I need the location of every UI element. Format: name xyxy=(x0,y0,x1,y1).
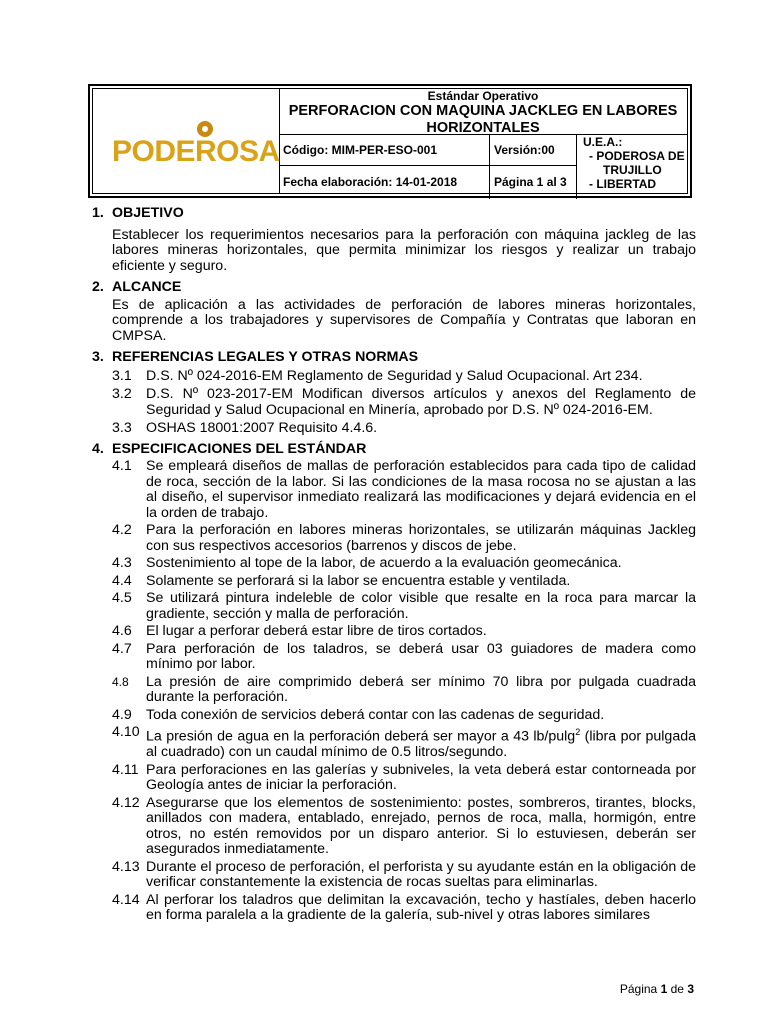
item-text: Durante el proceso de perforación, el perforista y su ayudante están en la obligación de verificar constantemente la existencia de rocas sueltas para eliminarlas. xyxy=(146,858,696,891)
logo-cell xyxy=(93,89,280,193)
item-text: Toda conexión de servicios deberá contar con las cadenas de seguridad. xyxy=(146,706,605,723)
document-header-table xyxy=(88,84,692,198)
section-title: OBJETIVO xyxy=(112,205,184,221)
list-item xyxy=(92,591,696,622)
item-number: 4.4 xyxy=(112,572,132,589)
footer-page-number: 1 xyxy=(660,982,668,996)
item-text-superscript: 2 xyxy=(575,727,581,737)
uea-label: U.E.A.: xyxy=(583,135,623,149)
list-item xyxy=(92,763,696,794)
section-number: 1. xyxy=(92,205,104,221)
document-version: Versión:00 xyxy=(490,135,577,166)
list-item xyxy=(92,725,696,761)
list-item xyxy=(92,708,696,724)
list-item xyxy=(92,893,696,924)
item-number: 4.8 xyxy=(112,674,129,689)
item-text: Sostenimiento al tope de la labor, de acuerdo a la evaluación geomecánica. xyxy=(146,555,622,571)
footer-total-pages: 3 xyxy=(687,982,694,996)
item-number: 4.13 xyxy=(112,858,140,875)
item-number: 4.1 xyxy=(112,458,132,474)
item-number: 4.3 xyxy=(112,555,132,571)
list-item xyxy=(92,675,696,706)
list-item xyxy=(92,624,696,640)
section-number: 2. xyxy=(92,279,104,295)
list-item xyxy=(92,556,696,572)
item-number: 4.9 xyxy=(112,706,132,723)
item-text: Para perforación de los taladros, se deberá usar 03 guiadores de madera como mínimo por labor. xyxy=(146,640,696,672)
section-2-heading xyxy=(92,280,696,296)
item-text: Para la perforación en labores mineras horizontales, se utilizarán máquinas Jackleg con sus respectivos accesorios (barrenos y discos de jebe. xyxy=(146,522,696,554)
item-number: 4.10 xyxy=(112,724,140,740)
section-title: REFERENCIAS LEGALES Y OTRAS NORMAS xyxy=(112,349,419,365)
list-item xyxy=(92,387,696,418)
item-text: El lugar a perforar deberá estar libre de tiros cortados. xyxy=(146,623,487,639)
section-number: 4. xyxy=(92,440,104,457)
item-text: OSHAS 18001:2007 Requisito 4.4.6. xyxy=(146,420,378,436)
item-text: Se empleará diseños de mallas de perforación establecidos para cada tipo de calidad de roca, sección de la labor. Si las condiciones de la masa rocosa no se ajustan a las al diseño, el supervisor inmediato realizará las modificaciones y dejará evidencia en el la orden de trabajo. xyxy=(146,458,696,521)
footer-of-label: de xyxy=(670,982,684,996)
document-body xyxy=(92,206,696,924)
elaboration-date: Fecha elaboración: 14-01-2018 xyxy=(279,166,490,199)
item-text: Al perforar los taladros que delimitan la excavación, techo y hastíales, deben hacerlo en forma paralela a la gradiente de la galería, sub-nivel y otras labores similares xyxy=(146,891,696,924)
uea-line1: - PODEROSA DE xyxy=(589,149,685,163)
item-number: 4.14 xyxy=(112,891,140,908)
company-logo: PODEROSA xyxy=(112,135,280,168)
list-item xyxy=(92,796,696,858)
item-text: Se utilizará pintura indeleble de color visible que resalte en la roca para marcar la gradiente, sección y malla de perforación. xyxy=(146,590,696,622)
section-number: 3. xyxy=(92,349,104,365)
item-number: 4.5 xyxy=(112,590,132,606)
section-1-heading xyxy=(92,206,696,222)
item-text: Para perforaciones en las galerías y subniveles, la veta deberá estar contorneada por Geología antes de iniciar la perforación. xyxy=(146,761,696,794)
section-1-text: Establecer los requerimientos necesarios para la perforación con máquina jackleg de las labores mineras horizontales, que permita minimizar los riesgos y realizar un trabajo eficiente y seguro. xyxy=(112,226,696,274)
item-text: D.S. Nº 024-2016-EM Reglamento de Seguridad y Salud Ocupacional. Art 234. xyxy=(146,367,643,384)
item-number: 4.12 xyxy=(112,794,140,811)
header-inner-frame xyxy=(92,88,688,194)
section-4-list xyxy=(92,459,696,924)
document-type: Estándar Operativo xyxy=(427,89,539,103)
item-number: 3.1 xyxy=(112,367,132,384)
item-text-pre: La presión de agua en la perforación deberá ser mayor a 43 lb/pulg xyxy=(146,728,576,745)
item-text: La presión de aire comprimido deberá ser mínimo 70 libra por pulgada cuadrada durante la perforación. xyxy=(146,673,696,705)
section-4-heading xyxy=(92,442,696,458)
footer-page-label: Página xyxy=(619,982,658,996)
section-3-heading xyxy=(92,350,696,366)
section-title: ESPECIFICACIONES DEL ESTÁNDAR xyxy=(112,440,367,457)
document-title-line1: PERFORACION CON MAQUINA JACKLEG EN LABORES xyxy=(288,103,678,119)
title-cell xyxy=(279,89,687,135)
document-code: Código: MIM-PER-ESO-001 xyxy=(279,135,490,166)
list-item xyxy=(92,421,696,437)
item-number: 4.2 xyxy=(112,522,132,538)
uea-info xyxy=(577,135,689,199)
section-2-text: Es de aplicación a las actividades de perforación de labores mineras horizontales, comprende a los trabajadores y supervisores de Compañía y Contratas que laboran en CMPSA. xyxy=(112,296,696,344)
list-item xyxy=(92,369,696,385)
list-item xyxy=(92,860,696,891)
item-text: Asegurarse que los elementos de sostenimiento: postes, sombreros, tirantes, blocks, anillados con madera, entablado, enrejado, pernos de roca, malla, hormigón, entre otros, no estén removidos por un disparo anterior. Si lo estuviesen, deberán ser asegurados inmediatamente. xyxy=(146,794,696,858)
item-number: 3.2 xyxy=(112,386,132,402)
item-text: Solamente se perforará si la labor se encuentra estable y ventilada. xyxy=(146,572,571,589)
item-number: 4.11 xyxy=(112,761,139,778)
uea-line3: - LIBERTAD xyxy=(589,177,657,191)
header-page-count: Página 1 al 3 xyxy=(490,166,577,199)
item-number: 3.3 xyxy=(112,420,132,436)
list-item xyxy=(92,574,696,590)
item-text: D.S. Nº 023-2017-EM Modifican diversos artículos y anexos del Reglamento de Seguridad y Salud Ocupacional en Minería, aprobado por D.S. Nº 024-2016-EM. xyxy=(146,386,696,418)
document-title-line2: HORIZONTALES xyxy=(426,120,540,136)
uea-line2: TRUJILLO xyxy=(603,163,662,177)
item-number: 4.6 xyxy=(112,623,132,639)
page-footer xyxy=(620,982,694,996)
list-item xyxy=(92,523,696,554)
item-text-post: (libra por pulgada al cuadrado) con un caudal mínimo de 0.5 litros/segundo. xyxy=(146,728,696,761)
list-item xyxy=(92,459,696,521)
section-3-list xyxy=(92,369,696,437)
list-item xyxy=(92,642,696,673)
item-number: 4.7 xyxy=(112,640,132,657)
section-title: ALCANCE xyxy=(112,279,182,295)
